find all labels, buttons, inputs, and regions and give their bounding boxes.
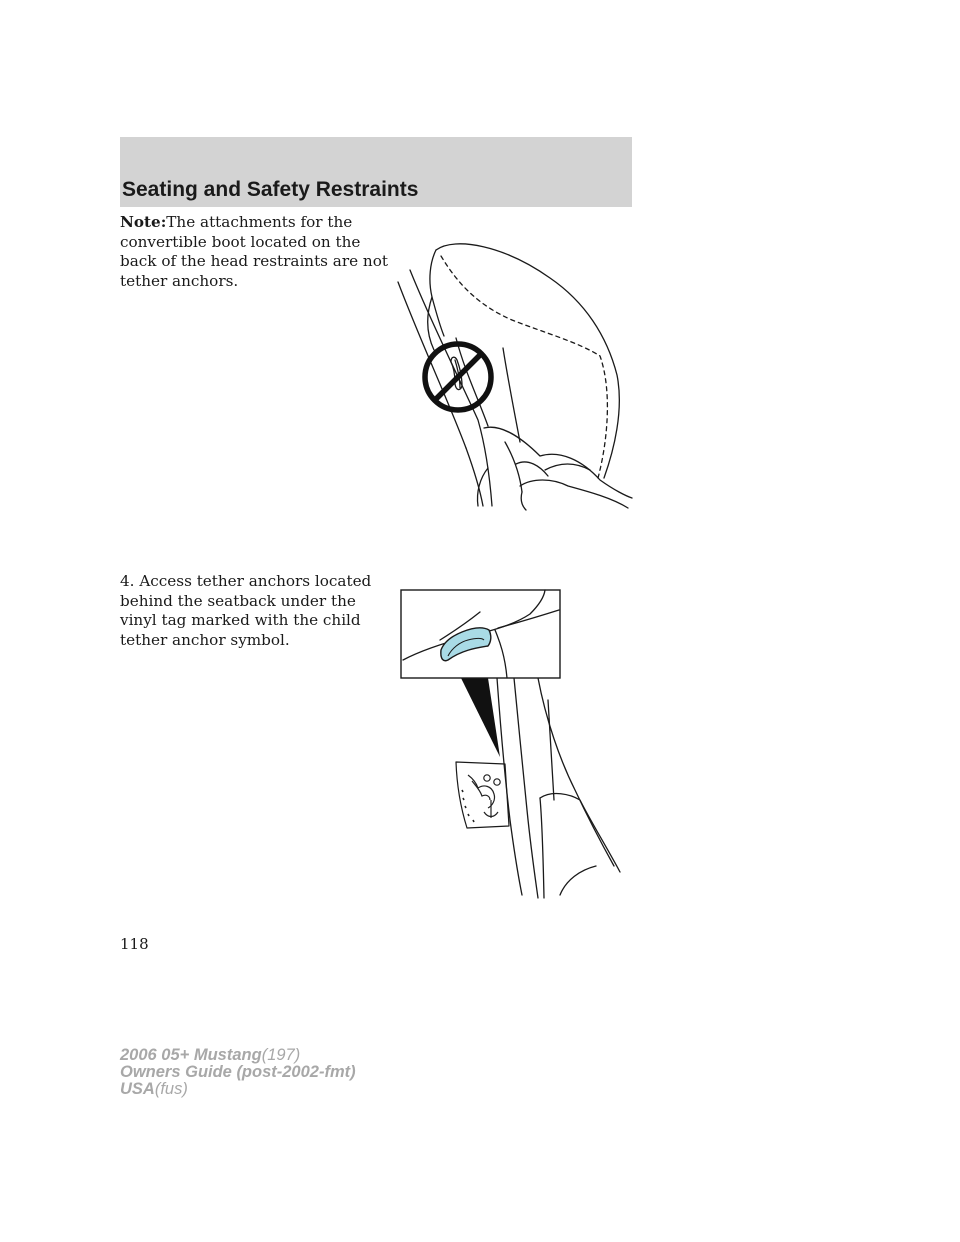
head-restraint-illustration	[390, 240, 640, 515]
prohibited-circle-icon	[425, 344, 491, 410]
section-title: Seating and Safety Restraints	[122, 178, 419, 201]
footer-line-3: USA(fus)	[120, 1080, 188, 1098]
page-number: 118	[120, 935, 149, 953]
note-paragraph	[120, 213, 390, 291]
footer-line-1: 2006 05+ Mustang(197)	[120, 1046, 301, 1064]
note-text: The attachments for the convertible boot located on the back of the head restraints are not tether anchors.	[120, 213, 388, 290]
child-tether-anchor-symbol-icon	[462, 775, 500, 822]
document-footer	[120, 1047, 356, 1098]
footer-line-2: Owners Guide (post-2002-fmt)	[120, 1063, 356, 1081]
step-paragraph: 4. Access tether anchors located behind the seatback under the vinyl tag marked with the child tether anchor symbol.	[120, 572, 372, 649]
tether-anchor-illustration	[395, 585, 635, 905]
note-label: Note:	[120, 213, 167, 231]
